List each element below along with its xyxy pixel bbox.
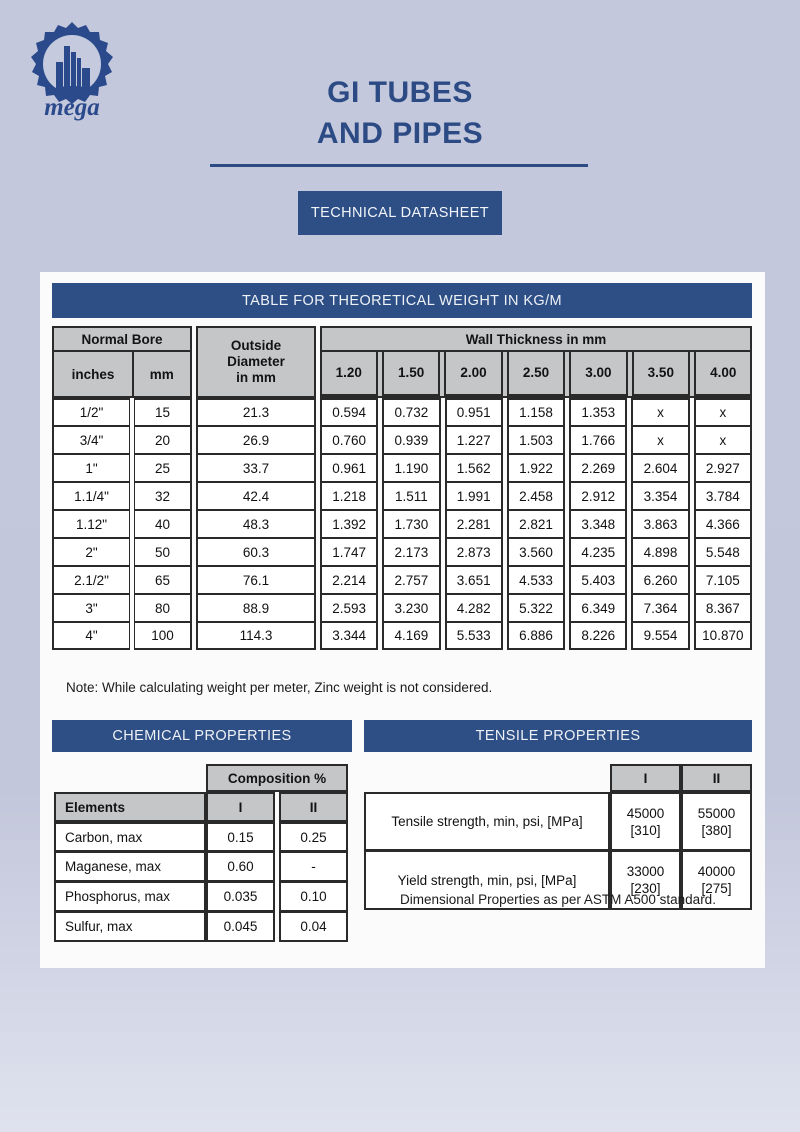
cell-tensile-grade-1 (610, 792, 681, 851)
value-mpa: [380] (701, 822, 732, 838)
table-row (52, 566, 752, 594)
cell-weight: 8.226 (569, 622, 627, 650)
cell-weight: 2.593 (320, 594, 378, 622)
cell-composition-grade-2: 0.04 (279, 912, 348, 942)
chem-corner-spacer (54, 764, 206, 792)
cell-weight: 0.732 (382, 398, 440, 426)
cell-weight: 8.367 (694, 594, 752, 622)
cell-weight: 2.604 (631, 454, 689, 482)
col-header-wall-thickness: 3.00 (569, 350, 627, 396)
col-header-mm: mm (132, 352, 190, 396)
cell-weights-group (320, 566, 752, 594)
cell-weight: 1.503 (507, 426, 565, 454)
cell-mm: 100 (134, 622, 192, 650)
cell-element: Carbon, max (54, 822, 206, 852)
cell-weight: x (631, 426, 689, 454)
cell-outside-diameter: 21.3 (196, 398, 316, 426)
chem-header-row (54, 792, 352, 822)
cell-weight: 10.870 (694, 622, 752, 650)
cell-outside-diameter: 48.3 (196, 510, 316, 538)
cell-weight: 4.169 (382, 622, 440, 650)
cell-outside-diameter: 114.3 (196, 622, 316, 650)
cell-weight: 6.349 (569, 594, 627, 622)
table-row (54, 882, 352, 912)
page-title (200, 72, 600, 154)
cell-weight: 2.873 (445, 538, 503, 566)
page-title-line2: AND PIPES (316, 117, 484, 150)
col-header-wall-thickness: 1.20 (320, 350, 378, 396)
table-row (52, 482, 752, 510)
page-header (0, 0, 800, 260)
cell-inches: 1" (52, 454, 130, 482)
cell-weight: 6.886 (507, 622, 565, 650)
chem-grade-2-header: II (279, 792, 348, 822)
cell-weight: 1.766 (569, 426, 627, 454)
cell-inches: 4" (52, 622, 130, 650)
tensile-footnote: Dimensional Properties as per ASTM A500 standard. (400, 892, 716, 907)
cell-mm: 25 (134, 454, 192, 482)
cell-weight: 2.927 (694, 454, 752, 482)
cell-outside-diameter: 42.4 (196, 482, 316, 510)
cell-composition-grade-1: 0.60 (206, 852, 275, 882)
cell-composition-grade-2: - (279, 852, 348, 882)
cell-weight: 3.560 (507, 538, 565, 566)
tensile-grade-2-header: II (681, 764, 752, 792)
cell-property-label: Yield strength, min, psi, [MPa] (364, 851, 610, 910)
cell-weight: 3.784 (694, 482, 752, 510)
cell-weight: 1.991 (445, 482, 503, 510)
cell-weight: 0.760 (320, 426, 378, 454)
normal-bore-label: Normal Bore (54, 328, 190, 352)
cell-weight: 5.548 (694, 538, 752, 566)
cell-inches: 2" (52, 538, 130, 566)
cell-element: Phosphorus, max (54, 882, 206, 912)
cell-weight: 0.939 (382, 426, 440, 454)
weight-table-title-bar: TABLE FOR THEORETICAL WEIGHT IN KG/M (52, 283, 752, 318)
wall-thickness-group (320, 326, 752, 398)
cell-weight: 3.354 (631, 482, 689, 510)
cell-weight: 4.366 (694, 510, 752, 538)
table-row (52, 398, 752, 426)
weight-table-note: Note: While calculating weight per meter, Zinc weight is not considered. (66, 680, 493, 695)
cell-outside-diameter: 76.1 (196, 566, 316, 594)
value-psi: 55000 (697, 805, 736, 821)
cell-weight: 6.260 (631, 566, 689, 594)
cell-weight: 2.821 (507, 510, 565, 538)
chemical-properties-table (54, 764, 352, 942)
cell-weight: 1.730 (382, 510, 440, 538)
cell-weight: 1.158 (507, 398, 565, 426)
od-line2: Diameter (227, 354, 285, 369)
cell-weights-group (320, 426, 752, 454)
cell-weight: 4.898 (631, 538, 689, 566)
cell-weights-group (320, 594, 752, 622)
tensile-grade-1-header: I (610, 764, 681, 792)
cell-weight: 3.230 (382, 594, 440, 622)
col-header-wall-thickness: 4.00 (694, 350, 752, 396)
cell-weight: 0.594 (320, 398, 378, 426)
cell-property-label: Tensile strength, min, psi, [MPa] (364, 792, 610, 851)
table-row (54, 822, 352, 852)
cell-outside-diameter: 33.7 (196, 454, 316, 482)
value-psi: 45000 (626, 805, 665, 821)
col-header-wall-thickness: 3.50 (632, 350, 690, 396)
cell-weight: 3.651 (445, 566, 503, 594)
col-header-wall-thickness: 2.00 (444, 350, 502, 396)
cell-outside-diameter: 26.9 (196, 426, 316, 454)
tensile-properties-title-bar: TENSILE PROPERTIES (364, 720, 752, 752)
cell-inches: 3/4" (52, 426, 130, 454)
composition-header: Composition % (206, 764, 348, 792)
cell-weights-group (320, 398, 752, 426)
cell-mm: 40 (134, 510, 192, 538)
cell-weight: 5.322 (507, 594, 565, 622)
logo-wordmark: mega (44, 94, 100, 121)
cell-weights-group (320, 454, 752, 482)
title-divider (210, 164, 588, 167)
table-row (52, 510, 752, 538)
cell-composition-grade-1: 0.045 (206, 912, 275, 942)
cell-weights-group (320, 538, 752, 566)
cell-mm: 50 (134, 538, 192, 566)
cell-mm: 65 (134, 566, 192, 594)
value-mpa: [310] (630, 822, 661, 838)
cell-weight: 1.747 (320, 538, 378, 566)
cell-outside-diameter: 60.3 (196, 538, 316, 566)
cell-composition-grade-2: 0.25 (279, 822, 348, 852)
wall-thickness-columns (322, 352, 750, 396)
cell-inches: 1.1/4" (52, 482, 130, 510)
cell-weight: 1.922 (507, 454, 565, 482)
cell-inches: 1/2" (52, 398, 130, 426)
table-row (54, 852, 352, 882)
cell-outside-diameter: 88.9 (196, 594, 316, 622)
cell-weight: 2.214 (320, 566, 378, 594)
value-psi: 33000 (626, 864, 665, 879)
table-row (52, 454, 752, 482)
cell-mm: 80 (134, 594, 192, 622)
value-mpa: [230] (630, 881, 661, 896)
table-row (52, 426, 752, 454)
page-title-line1: GI TUBES (327, 76, 473, 109)
cell-mm: 15 (134, 398, 192, 426)
col-header-wall-thickness: 1.50 (382, 350, 440, 396)
mega-logo (18, 18, 126, 122)
cell-weight: x (694, 398, 752, 426)
cell-weight: 5.533 (445, 622, 503, 650)
cell-weight: 1.392 (320, 510, 378, 538)
elements-header: Elements (54, 792, 206, 822)
value-psi: 40000 (697, 864, 736, 879)
cell-weight: 1.227 (445, 426, 503, 454)
cell-weight: 7.364 (631, 594, 689, 622)
cell-weight: 4.533 (507, 566, 565, 594)
cell-weight: 5.403 (569, 566, 627, 594)
cell-tensile-grade-2 (681, 792, 752, 851)
cell-weight: 7.105 (694, 566, 752, 594)
cell-mm: 20 (134, 426, 192, 454)
od-line3: in mm (236, 370, 276, 385)
col-header-wall-thickness: 2.50 (507, 350, 565, 396)
chem-grade-1-header: I (206, 792, 275, 822)
cell-composition-grade-1: 0.035 (206, 882, 275, 912)
cell-inches: 1.12" (52, 510, 130, 538)
table-row (54, 912, 352, 942)
cell-weight: 2.281 (445, 510, 503, 538)
cell-weight: 0.961 (320, 454, 378, 482)
cell-weight: 9.554 (631, 622, 689, 650)
theoretical-weight-table (52, 326, 752, 650)
table-row (52, 622, 752, 650)
cell-composition-grade-2: 0.10 (279, 882, 348, 912)
table-row (52, 594, 752, 622)
wall-thickness-label: Wall Thickness in mm (322, 328, 750, 352)
cell-weight: 1.353 (569, 398, 627, 426)
value-mpa: [275] (701, 881, 732, 896)
cell-weight: 2.269 (569, 454, 627, 482)
weight-table-header (52, 326, 752, 398)
cell-element: Maganese, max (54, 852, 206, 882)
chemical-properties-title-bar: CHEMICAL PROPERTIES (52, 720, 352, 752)
cell-weight: x (694, 426, 752, 454)
cell-weight: 2.912 (569, 482, 627, 510)
cell-weights-group (320, 482, 752, 510)
technical-datasheet-badge: TECHNICAL DATASHEET (298, 191, 502, 235)
cell-inches: 2.1/2" (52, 566, 130, 594)
tensile-corner-spacer (364, 764, 610, 792)
cell-weight: 1.218 (320, 482, 378, 510)
cell-weight: 2.757 (382, 566, 440, 594)
cell-inches: 3" (52, 594, 130, 622)
cell-weight: 1.562 (445, 454, 503, 482)
cell-weight: 3.344 (320, 622, 378, 650)
cell-weight: 2.458 (507, 482, 565, 510)
cell-weight: 3.863 (631, 510, 689, 538)
cell-weight: 4.282 (445, 594, 503, 622)
cell-weight: 4.235 (569, 538, 627, 566)
cell-element: Sulfur, max (54, 912, 206, 942)
cell-weight: 1.511 (382, 482, 440, 510)
cell-weight: 0.951 (445, 398, 503, 426)
cell-weight: 1.190 (382, 454, 440, 482)
cell-composition-grade-1: 0.15 (206, 822, 275, 852)
table-row (364, 792, 752, 851)
od-line1: Outside (230, 338, 282, 353)
cell-weight: 2.173 (382, 538, 440, 566)
content-panel (40, 272, 765, 968)
col-header-outside-diameter (196, 326, 316, 398)
cell-weight: x (631, 398, 689, 426)
col-header-inches: inches (71, 366, 115, 382)
normal-bore-group (52, 326, 192, 398)
cell-weights-group (320, 510, 752, 538)
tensile-properties-table (364, 764, 752, 910)
weight-table-body (52, 398, 752, 650)
table-row (52, 538, 752, 566)
cell-weights-group (320, 622, 752, 650)
cell-mm: 32 (134, 482, 192, 510)
cell-weight: 3.348 (569, 510, 627, 538)
